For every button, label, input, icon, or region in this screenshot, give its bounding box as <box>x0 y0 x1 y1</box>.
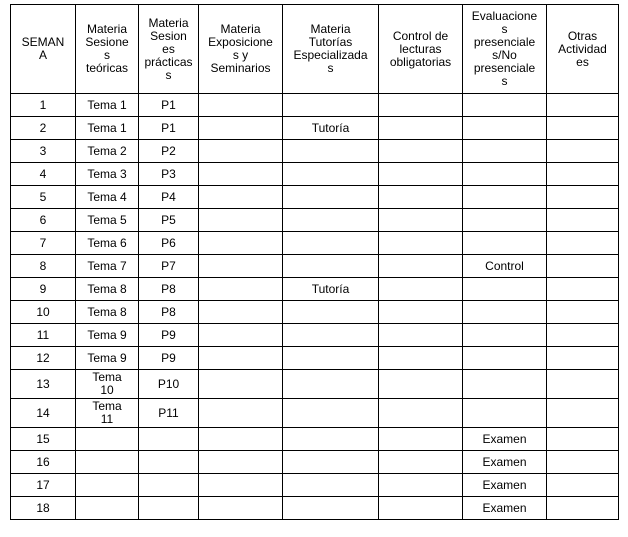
cell-practical: P4 <box>139 186 199 209</box>
cell-other <box>547 278 619 301</box>
cell-theory <box>76 497 139 520</box>
cell-practical: P2 <box>139 140 199 163</box>
cell-readings <box>379 428 463 451</box>
cell-evaluations: Examen <box>463 497 547 520</box>
cell-week: 7 <box>11 232 76 255</box>
cell-practical <box>139 428 199 451</box>
table-row <box>11 451 619 474</box>
cell-expositions <box>199 278 283 301</box>
cell-practical: P5 <box>139 209 199 232</box>
cell-theory: Tema 7 <box>76 255 139 278</box>
cell-expositions <box>199 451 283 474</box>
cell-evaluations: Examen <box>463 428 547 451</box>
cell-tutorials <box>283 370 379 399</box>
table-row <box>11 497 619 520</box>
table-row <box>11 209 619 232</box>
cell-evaluations <box>463 117 547 140</box>
cell-other <box>547 117 619 140</box>
cell-readings <box>379 117 463 140</box>
cell-other <box>547 140 619 163</box>
table-row <box>11 347 619 370</box>
cell-other <box>547 255 619 278</box>
header-specialized-tutorials: Materia Tutorías Especializada s <box>283 5 379 94</box>
cell-week: 17 <box>11 474 76 497</box>
cell-theory <box>76 474 139 497</box>
table-row <box>11 399 619 428</box>
cell-other <box>547 186 619 209</box>
header-expositions-seminars: Materia Exposicione s y Seminarios <box>199 5 283 94</box>
cell-expositions <box>199 399 283 428</box>
cell-evaluations <box>463 301 547 324</box>
header-week: SEMAN A <box>11 5 76 94</box>
cell-other <box>547 347 619 370</box>
cell-expositions <box>199 370 283 399</box>
cell-evaluations <box>463 399 547 428</box>
cell-evaluations: Control <box>463 255 547 278</box>
table-row <box>11 301 619 324</box>
cell-week: 13 <box>11 370 76 399</box>
cell-expositions <box>199 347 283 370</box>
cell-week: 3 <box>11 140 76 163</box>
table-row <box>11 474 619 497</box>
cell-theory: Tema 2 <box>76 140 139 163</box>
cell-readings <box>379 347 463 370</box>
cell-readings <box>379 186 463 209</box>
cell-evaluations <box>463 140 547 163</box>
cell-expositions <box>199 186 283 209</box>
cell-readings <box>379 94 463 117</box>
table-row <box>11 278 619 301</box>
cell-expositions <box>199 255 283 278</box>
table-row <box>11 232 619 255</box>
cell-evaluations <box>463 370 547 399</box>
cell-evaluations <box>463 347 547 370</box>
cell-expositions <box>199 497 283 520</box>
header-other-activities: Otras Actividad es <box>547 5 619 94</box>
table-row <box>11 255 619 278</box>
cell-readings <box>379 399 463 428</box>
cell-week: 18 <box>11 497 76 520</box>
cell-practical: P1 <box>139 117 199 140</box>
cell-expositions <box>199 301 283 324</box>
cell-week: 12 <box>11 347 76 370</box>
cell-practical: P6 <box>139 232 199 255</box>
cell-other <box>547 451 619 474</box>
cell-week: 5 <box>11 186 76 209</box>
cell-tutorials <box>283 232 379 255</box>
cell-evaluations <box>463 94 547 117</box>
cell-other <box>547 428 619 451</box>
cell-tutorials <box>283 497 379 520</box>
cell-theory: Tema 5 <box>76 209 139 232</box>
cell-tutorials <box>283 451 379 474</box>
cell-tutorials <box>283 301 379 324</box>
cell-week: 6 <box>11 209 76 232</box>
cell-theory: Tema 9 <box>76 324 139 347</box>
cell-other <box>547 209 619 232</box>
cell-tutorials <box>283 324 379 347</box>
cell-tutorials: Tutoría <box>283 117 379 140</box>
table-row <box>11 140 619 163</box>
cell-week: 10 <box>11 301 76 324</box>
cell-tutorials <box>283 209 379 232</box>
cell-theory <box>76 428 139 451</box>
cell-practical <box>139 451 199 474</box>
cell-expositions <box>199 474 283 497</box>
cell-week: 14 <box>11 399 76 428</box>
header-practical-sessions: Materia Sesion es prácticas s <box>139 5 199 94</box>
cell-tutorials <box>283 140 379 163</box>
cell-week: 2 <box>11 117 76 140</box>
schedule-body <box>11 94 619 520</box>
cell-evaluations <box>463 324 547 347</box>
cell-practical: P8 <box>139 301 199 324</box>
cell-week: 15 <box>11 428 76 451</box>
cell-evaluations <box>463 186 547 209</box>
header-theory-sessions: Materia Sesione s teóricas <box>76 5 139 94</box>
cell-evaluations <box>463 163 547 186</box>
weekly-schedule-table <box>10 4 619 520</box>
header-reading-control: Control de lecturas obligatorias <box>379 5 463 94</box>
cell-expositions <box>199 232 283 255</box>
cell-other <box>547 399 619 428</box>
cell-week: 9 <box>11 278 76 301</box>
cell-readings <box>379 370 463 399</box>
cell-evaluations <box>463 232 547 255</box>
cell-practical: P3 <box>139 163 199 186</box>
table-row <box>11 324 619 347</box>
cell-theory <box>76 451 139 474</box>
cell-practical: P10 <box>139 370 199 399</box>
cell-tutorials <box>283 347 379 370</box>
cell-other <box>547 497 619 520</box>
cell-week: 1 <box>11 94 76 117</box>
cell-readings <box>379 301 463 324</box>
cell-evaluations <box>463 278 547 301</box>
cell-practical: P1 <box>139 94 199 117</box>
cell-readings <box>379 209 463 232</box>
cell-readings <box>379 451 463 474</box>
header-evaluations: Evaluacione s presenciale s/No presenciale s <box>463 5 547 94</box>
cell-readings <box>379 474 463 497</box>
table-row <box>11 370 619 399</box>
cell-expositions <box>199 428 283 451</box>
table-row <box>11 163 619 186</box>
cell-tutorials <box>283 186 379 209</box>
cell-readings <box>379 140 463 163</box>
cell-other <box>547 474 619 497</box>
cell-week: 11 <box>11 324 76 347</box>
cell-evaluations: Examen <box>463 474 547 497</box>
cell-tutorials <box>283 399 379 428</box>
table-row <box>11 94 619 117</box>
cell-expositions <box>199 163 283 186</box>
cell-evaluations <box>463 209 547 232</box>
cell-other <box>547 163 619 186</box>
cell-other <box>547 370 619 399</box>
cell-evaluations: Examen <box>463 451 547 474</box>
cell-tutorials <box>283 94 379 117</box>
cell-readings <box>379 324 463 347</box>
cell-other <box>547 324 619 347</box>
cell-theory: Tema 8 <box>76 278 139 301</box>
cell-expositions <box>199 94 283 117</box>
cell-other <box>547 94 619 117</box>
table-row <box>11 186 619 209</box>
cell-readings <box>379 278 463 301</box>
table-row <box>11 428 619 451</box>
cell-theory: Tema 3 <box>76 163 139 186</box>
cell-readings <box>379 497 463 520</box>
cell-readings <box>379 163 463 186</box>
cell-expositions <box>199 140 283 163</box>
cell-theory: Tema 11 <box>76 399 139 428</box>
cell-theory: Tema 4 <box>76 186 139 209</box>
cell-expositions <box>199 209 283 232</box>
cell-theory: Tema 10 <box>76 370 139 399</box>
cell-tutorials <box>283 255 379 278</box>
cell-readings <box>379 232 463 255</box>
cell-practical: P11 <box>139 399 199 428</box>
cell-practical: P8 <box>139 278 199 301</box>
cell-tutorials: Tutoría <box>283 278 379 301</box>
cell-theory: Tema 1 <box>76 94 139 117</box>
cell-theory: Tema 6 <box>76 232 139 255</box>
cell-practical: P9 <box>139 347 199 370</box>
cell-week: 16 <box>11 451 76 474</box>
cell-practical <box>139 497 199 520</box>
cell-week: 4 <box>11 163 76 186</box>
cell-theory: Tema 9 <box>76 347 139 370</box>
table-row <box>11 117 619 140</box>
cell-practical <box>139 474 199 497</box>
cell-expositions <box>199 324 283 347</box>
cell-theory: Tema 8 <box>76 301 139 324</box>
cell-week: 8 <box>11 255 76 278</box>
cell-practical: P7 <box>139 255 199 278</box>
cell-tutorials <box>283 474 379 497</box>
cell-tutorials <box>283 428 379 451</box>
cell-tutorials <box>283 163 379 186</box>
cell-readings <box>379 255 463 278</box>
header-row <box>11 5 619 94</box>
cell-other <box>547 301 619 324</box>
cell-practical: P9 <box>139 324 199 347</box>
cell-theory: Tema 1 <box>76 117 139 140</box>
cell-other <box>547 232 619 255</box>
cell-expositions <box>199 117 283 140</box>
